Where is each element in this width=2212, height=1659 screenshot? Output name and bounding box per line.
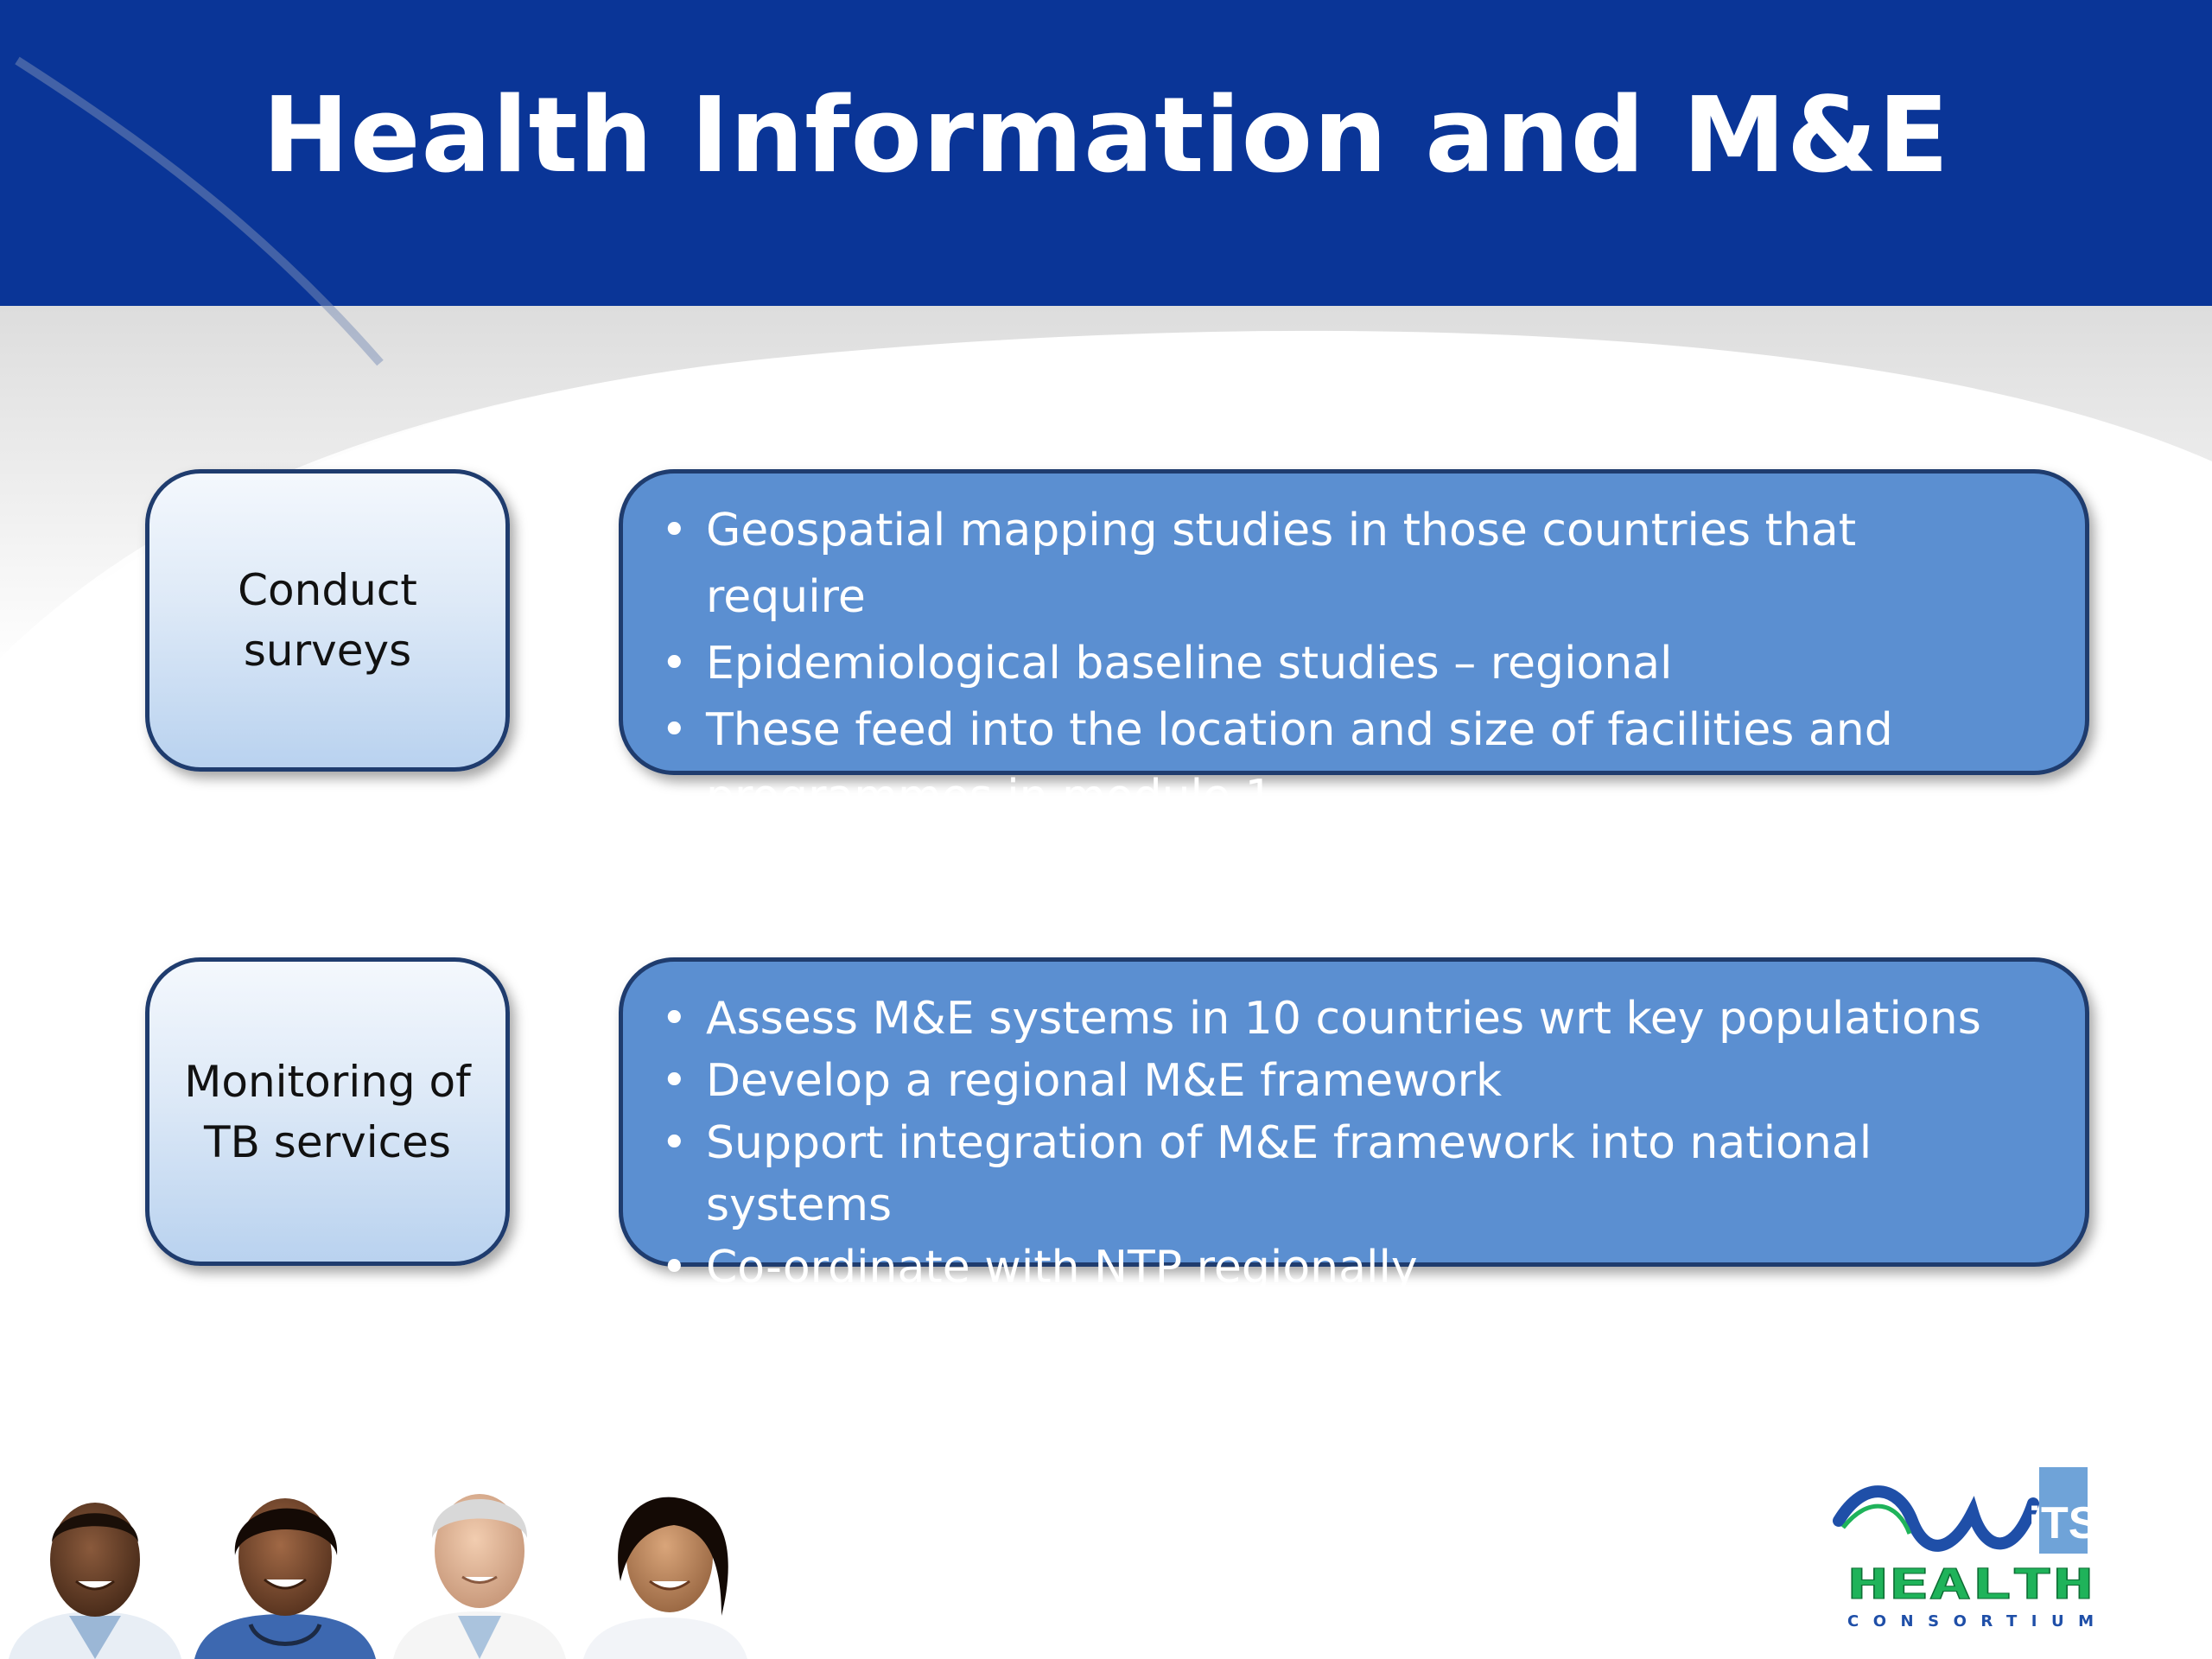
bullet-item: • Epidemiological baseline studies – regional <box>623 631 2024 697</box>
logo-its-text: iTS <box>2028 1498 2099 1548</box>
monitoring-tb-box <box>145 957 510 1266</box>
conduct-surveys-label: Conduct surveys <box>238 565 417 676</box>
conduct-surveys-box <box>145 469 510 772</box>
slide-title: Health Information and M&E <box>262 76 1950 196</box>
wits-health-consortium-logo <box>1830 1460 2115 1633</box>
monitoring-bullet-list <box>623 962 2024 1299</box>
bullet-item: • Geospatial mapping studies in those countries that require <box>623 498 2024 631</box>
bullet-item: • Develop a regional M&E framework <box>623 1050 2024 1112</box>
bullet-item: • Co-ordinate with NTP regionally <box>623 1236 2024 1299</box>
person-4 <box>583 1497 747 1659</box>
bullet-item: • Assess M&E systems in 10 countries wrt key populations <box>623 988 2024 1050</box>
healthcare-workers-image <box>0 1452 778 1659</box>
logo-consortium-text: CONSORTIUM <box>1847 1612 2094 1630</box>
bullet-item: • These feed into the location and size of facilities and programmes in module 1 <box>623 697 2024 830</box>
surveys-details-box <box>619 469 2089 823</box>
monitoring-details-box <box>619 957 2089 1294</box>
bullet-item: • Support integration of M&E framework into national systems <box>623 1112 2024 1236</box>
logo-health-text: HEALTH <box>1847 1560 2094 1609</box>
person-2 <box>194 1498 376 1659</box>
person-3 <box>393 1494 566 1659</box>
monitoring-tb-label: Monitoring of TB services <box>184 1056 471 1167</box>
person-1 <box>9 1503 181 1659</box>
surveys-bullet-list <box>623 474 2024 830</box>
